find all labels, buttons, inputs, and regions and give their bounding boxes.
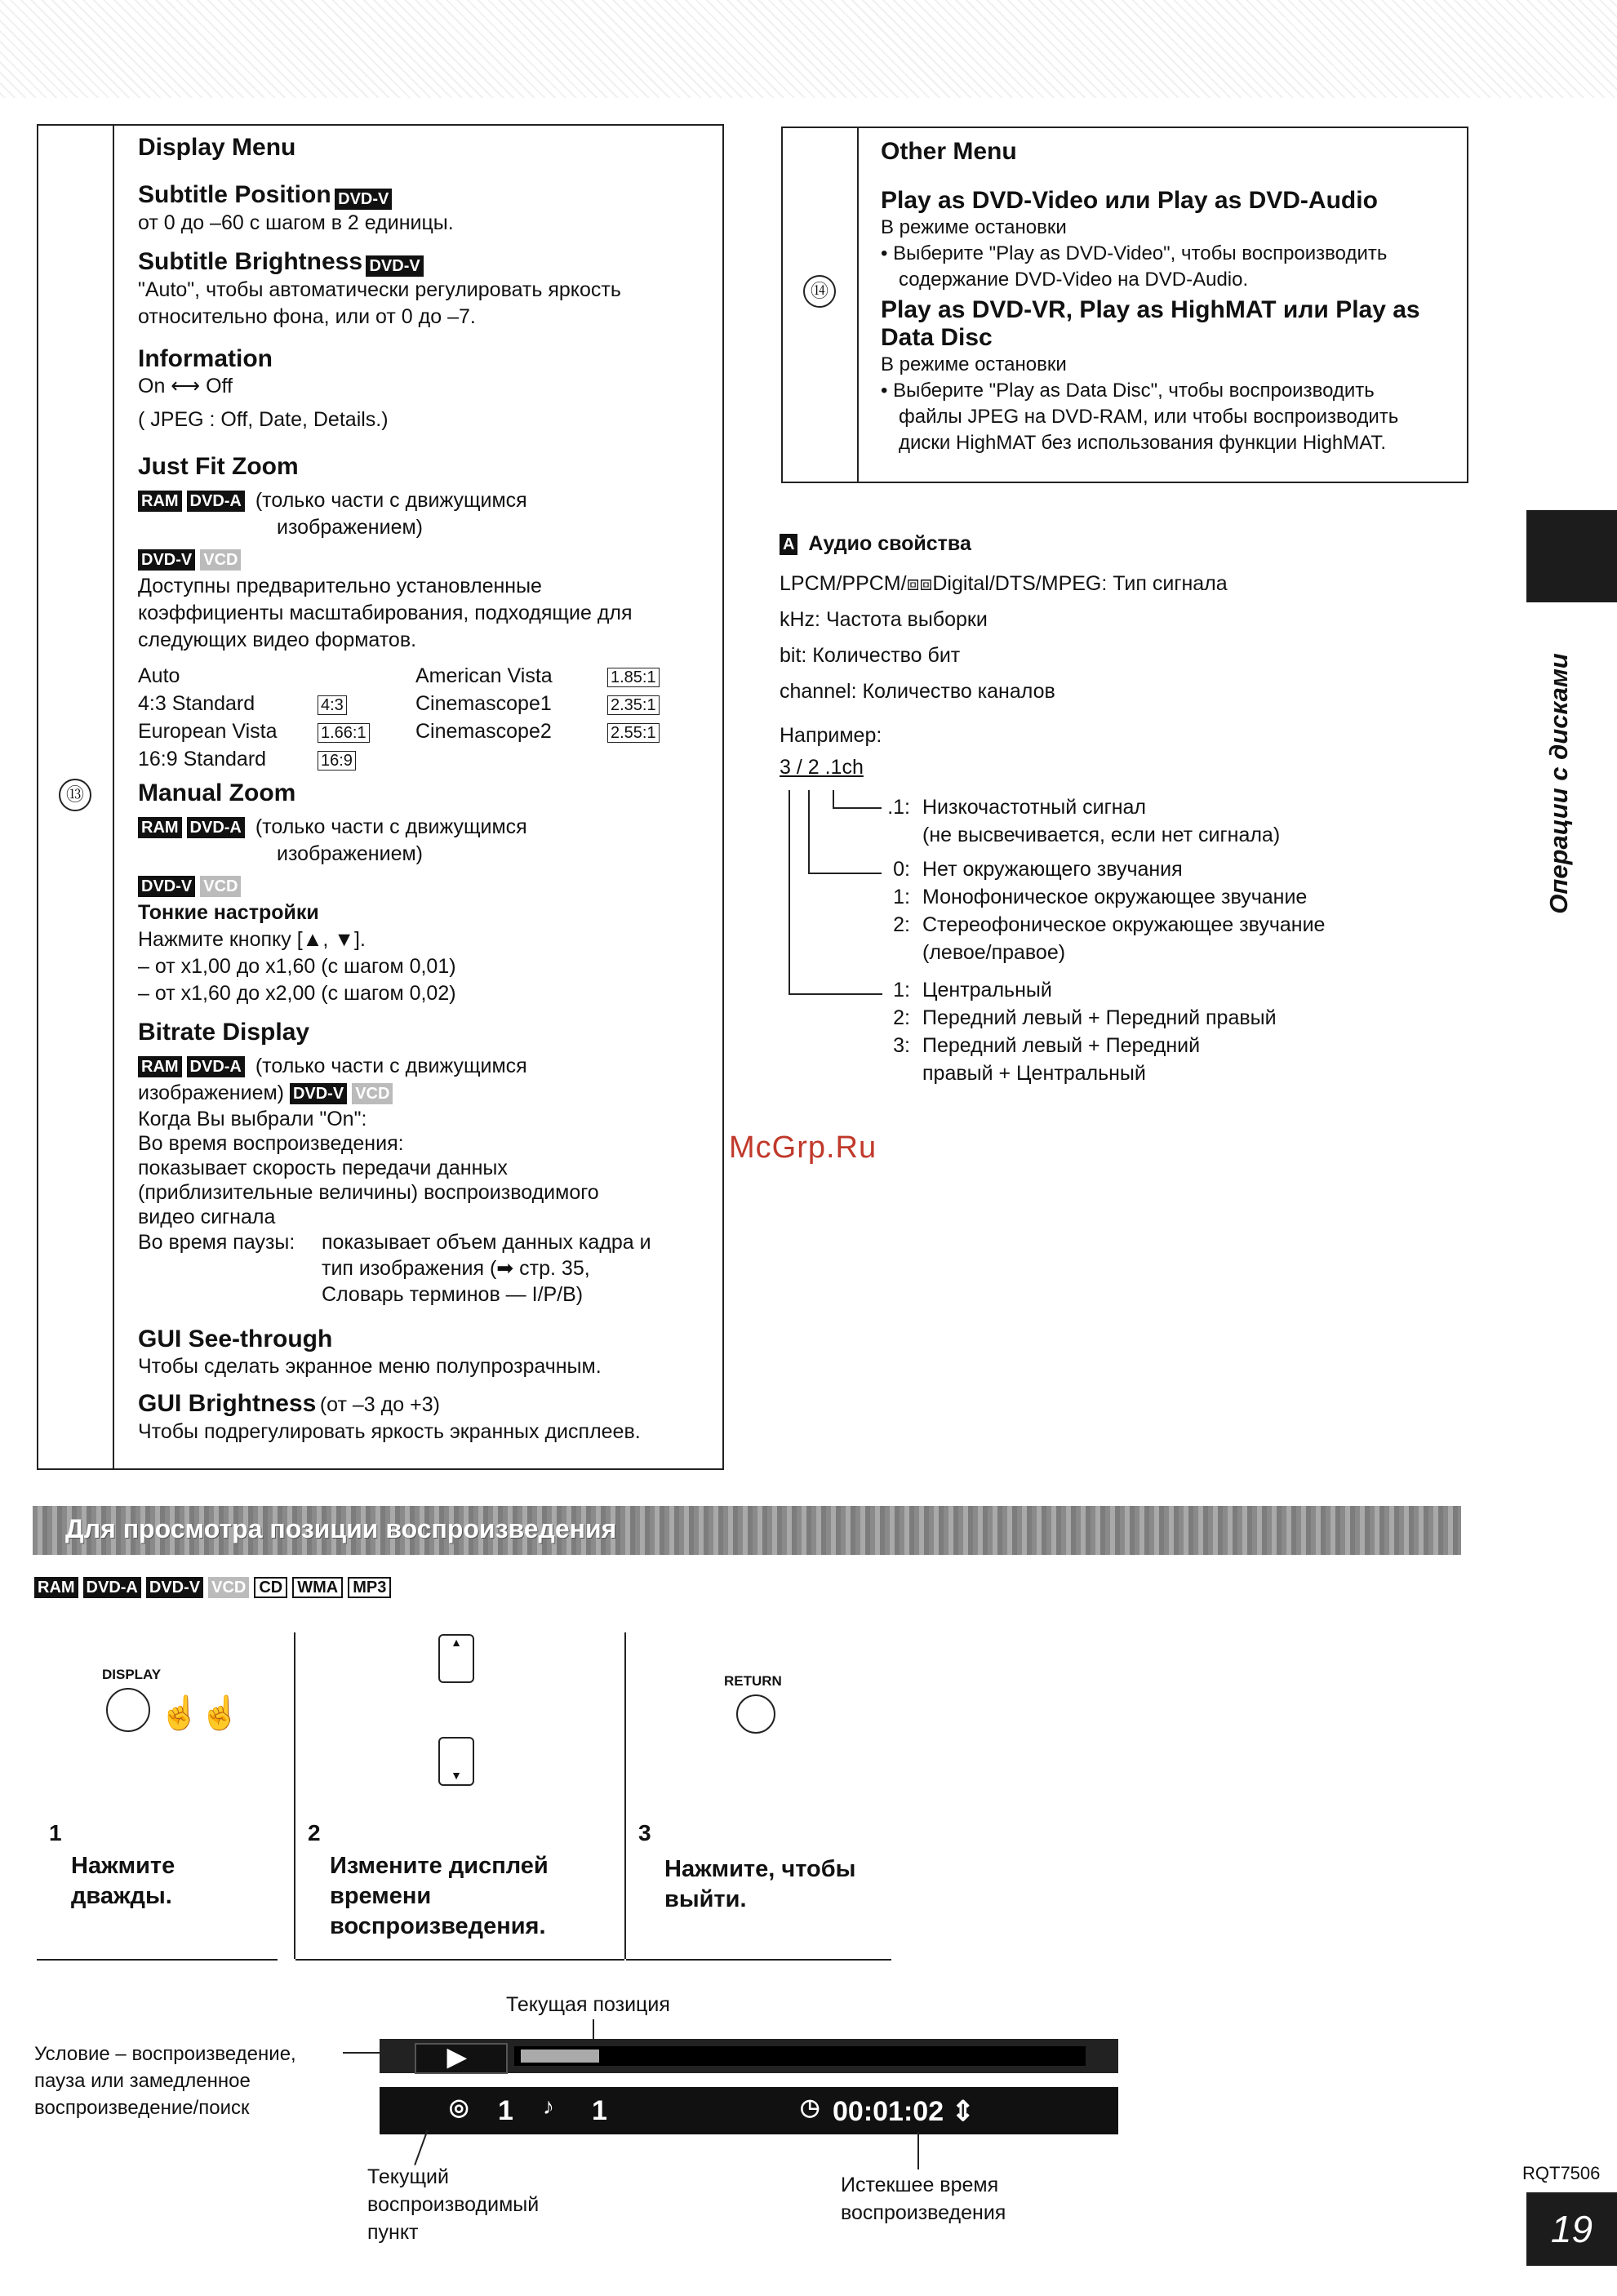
badge-vcd: VCD <box>200 549 241 571</box>
press-hand-icon: ☝☝ <box>159 1695 241 1731</box>
tree-line <box>808 790 810 873</box>
other-item1-bullet-2: содержание DVD-Video на DVD-Audio. <box>899 269 1249 291</box>
legend-text: (левое/правое) <box>922 941 1066 964</box>
bitrate-line: показывает скорость передачи данных <box>138 1156 508 1179</box>
step-number: 3 <box>638 1820 651 1845</box>
legend-key: 2: <box>893 1006 910 1029</box>
audio-title: Аудио свойства <box>808 532 971 555</box>
format-name: American Vista <box>415 664 553 687</box>
legend-text: Передний левый + Передний <box>922 1034 1201 1057</box>
other-item2-mode: В режиме остановки <box>881 353 1067 375</box>
leader-line <box>414 2129 429 2165</box>
step-2 <box>295 1632 624 1961</box>
other-menu-box <box>781 127 1468 483</box>
pause-line: Словарь терминов — I/P/B) <box>322 1282 584 1306</box>
badge-ram: RAM <box>138 1056 182 1077</box>
banner-title: Для просмотра позиции воспроизведения <box>65 1514 617 1543</box>
osd-position-marker <box>521 2050 599 2063</box>
bitrate-line: видео сигнала <box>138 1205 276 1228</box>
just-fit-zoom-text1a: (только части с движущимся <box>255 488 527 512</box>
side-tab-text: Операции с дисками <box>1544 653 1573 914</box>
circled-number-13: ⑬ <box>59 779 91 811</box>
bitrate-line: Во время воспроизведения: <box>138 1131 404 1155</box>
elapsed-label-line: воспроизведения <box>841 2201 1006 2224</box>
watermark: McGrp.Ru <box>729 1130 877 1165</box>
badge-dvd-a: DVD-A <box>187 817 245 838</box>
other-item1-bullet-1: • Выберите "Play as DVD-Video", чтобы воспроизводить <box>881 242 1388 264</box>
information-text1: On ⟷ Off <box>138 374 233 397</box>
subtitle-brightness-text2: относительно фона, или от 0 до –7. <box>138 304 476 328</box>
badge-dvd-v: DVD-V <box>290 1083 347 1104</box>
bitrate-line: (приблизительные величины) воспроизводимого <box>138 1180 599 1204</box>
example-label: Например: <box>780 724 882 747</box>
marker-a: A <box>780 534 797 555</box>
disc-icon: ◎ <box>449 2094 469 2120</box>
format-ratio: 4:3 <box>318 695 347 715</box>
badge-vcd: VCD <box>200 876 241 897</box>
step-text-line: выйти. <box>664 1886 747 1912</box>
other-item1-mode: В режиме остановки <box>881 216 1067 238</box>
other-item2-bullet-3: диски HighMAT без использования функции HighMAT. <box>899 432 1387 454</box>
step-text-line: дважды. <box>71 1883 172 1909</box>
gui-brightness-text: Чтобы подрегулировать яркость экранных дисплеев. <box>138 1419 641 1443</box>
tree-line <box>808 873 882 874</box>
elapsed-time-label <box>841 2171 1006 2227</box>
step-text-line: воспроизведения. <box>330 1913 546 1939</box>
step-3 <box>626 1632 891 1961</box>
leader-line <box>917 2132 919 2169</box>
current-item-line: пункт <box>367 2221 419 2244</box>
step-1 <box>37 1632 278 1961</box>
current-position-label: Текущая позиция <box>506 1993 670 2016</box>
step-text-line: Нажмите, чтобы <box>664 1856 856 1882</box>
badge-dvd-v: DVD-V <box>138 876 195 897</box>
disc-badges <box>34 1577 396 1598</box>
legend-key: 1: <box>893 886 910 908</box>
audio-line: kHz: Частота выборки <box>780 608 988 631</box>
pause-label: Во время паузы: <box>138 1230 295 1254</box>
manual-zoom-line-1: Нажмите кнопку [▲, ▼]. <box>138 927 366 951</box>
current-item-line: воспроизводимый <box>367 2193 540 2216</box>
tree-line <box>833 807 882 809</box>
gui-see-through-label: GUI See-through <box>138 1325 333 1352</box>
circled-number-14: ⑭ <box>803 275 836 308</box>
clock-icon: ◷ <box>800 2094 820 2120</box>
chapter-number: 1 <box>592 2095 607 2126</box>
step-text-line: времени <box>330 1883 432 1909</box>
return-button-label: RETURN <box>724 1673 782 1689</box>
manual-zoom-text1a: (только части с движущимся <box>255 815 527 838</box>
bitrate-display-label: Bitrate Display <box>138 1018 310 1046</box>
badge-dvd-v: DVD-V <box>146 1577 203 1598</box>
information-text2: ( JPEG : Off, Date, Details.) <box>138 407 389 431</box>
elapsed-time: 00:01:02 ⇕ <box>833 2096 975 2127</box>
subtitle-position-text: от 0 до –60 с шагом в 2 единицы. <box>138 211 454 234</box>
just-fit-zoom-text1b: изображением) <box>277 515 423 539</box>
step-number: 2 <box>308 1820 321 1845</box>
section-banner <box>33 1506 1461 1555</box>
badge-mp3: MP3 <box>348 1577 391 1598</box>
audio-line: LPCM/PPCM/⧈⧈Digital/DTS/MPEG: Тип сигнала <box>780 572 1228 595</box>
legend-text: Передний левый + Передний правый <box>922 1006 1277 1029</box>
gui-brightness-range: (от –3 до +3) <box>319 1392 440 1416</box>
display-button[interactable] <box>106 1688 150 1732</box>
pause-line: показывает объем данных кадра и <box>322 1230 651 1254</box>
header-noise <box>0 0 1617 98</box>
legend-text: Стереофоническое окружающее звучание <box>922 913 1326 936</box>
legend-key: 0: <box>893 858 910 881</box>
example-legend <box>882 793 1404 1087</box>
condition-line: пауза или замедленное <box>34 2070 251 2092</box>
other-item1-label: Play as DVD-Video или Play as DVD-Audio <box>881 187 1378 214</box>
badge-ram: RAM <box>138 491 182 512</box>
tree-line <box>789 993 882 995</box>
other-item2-bullet-1: • Выберите "Play as Data Disc", чтобы воспроизводить <box>881 380 1375 402</box>
badge-dvd-a: DVD-A <box>83 1577 141 1598</box>
step-text-line: Измените дисплей <box>330 1853 549 1879</box>
badge-cd: CD <box>254 1577 287 1598</box>
osd-play-status <box>415 2043 508 2074</box>
legend-key: 1: <box>893 979 910 1001</box>
badge-dvd-v: DVD-V <box>366 255 423 277</box>
subtitle-position-label: Subtitle Position <box>138 181 331 208</box>
condition-line: Условие – воспроизведение, <box>34 2043 296 2065</box>
display-menu-box <box>37 124 724 1470</box>
legend-text: Нет окружающего звучания <box>922 858 1183 881</box>
format-name: 4:3 Standard <box>138 691 255 715</box>
elapsed-label-line: Истекшее время <box>841 2174 999 2196</box>
format-name: Cinemascope2 <box>415 719 552 743</box>
just-fit-zoom-desc-3: следующих видео форматов. <box>138 628 417 651</box>
title-number: 1 <box>498 2095 513 2126</box>
side-tab-label <box>1526 620 1592 947</box>
legend-text: Монофоническое окружающее звучание <box>922 886 1308 908</box>
other-item2-label2: Data Disc <box>881 324 993 351</box>
pause-line: тип изображения (➡ стр. 35, <box>322 1256 590 1280</box>
badge-dvd-v: DVD-V <box>335 189 392 210</box>
format-ratio: 2.35:1 <box>607 695 660 715</box>
legend-key: 2: <box>893 913 910 936</box>
osd-position-track <box>514 2046 1086 2066</box>
current-item-line: Текущий <box>367 2165 449 2188</box>
tree-line <box>833 790 834 808</box>
step-text <box>71 1851 175 1912</box>
subtitle-brightness-label: Subtitle Brightness <box>138 247 363 275</box>
badge-dvd-a: DVD-A <box>187 1056 245 1077</box>
badge-vcd: VCD <box>352 1083 393 1104</box>
bitrate-text1a: (только части с движущимся <box>255 1054 527 1077</box>
format-ratio: 1.85:1 <box>607 668 660 687</box>
other-item2-bullet-2: файлы JPEG на DVD-RAM, или чтобы воспроизводить <box>899 406 1399 428</box>
badge-ram: RAM <box>34 1577 78 1598</box>
format-name: Cinemascope1 <box>415 691 552 715</box>
badge-dvd-v: DVD-V <box>138 549 195 571</box>
audio-line: channel: Количество каналов <box>780 680 1055 703</box>
legend-text: правый + Центральный <box>922 1062 1146 1085</box>
audio-line: bit: Количество бит <box>780 644 961 667</box>
display-menu-title: Display Menu <box>138 134 296 161</box>
bitrate-text1b: изображением) <box>138 1081 284 1104</box>
badge-ram: RAM <box>138 817 182 838</box>
other-item2-label1: Play as DVD-VR, Play as HighMAT или Play as <box>881 296 1420 323</box>
format-name: Auto <box>138 664 180 687</box>
subtitle-brightness-text1: "Auto", чтобы автоматически регулировать яркость <box>138 278 621 301</box>
display-button-label: DISPLAY <box>102 1667 162 1682</box>
play-icon: ▶ <box>447 2044 467 2071</box>
information-label: Information <box>138 344 273 372</box>
manual-zoom-line-3: – от x1,60 до x2,00 (с шагом 0,02) <box>138 981 456 1005</box>
other-menu-title: Other Menu <box>881 138 1017 165</box>
badge-dvd-a: DVD-A <box>187 491 245 512</box>
step-text-line: Нажмите <box>71 1853 175 1879</box>
step-text <box>330 1851 549 1942</box>
legend-text: Центральный <box>922 979 1052 1001</box>
format-ratio: 2.55:1 <box>607 723 660 743</box>
chapter-icon: ♪ <box>543 2094 554 2119</box>
manual-zoom-text1b: изображением) <box>277 842 423 865</box>
badge-wma: WMA <box>292 1577 343 1598</box>
format-name: European Vista <box>138 719 278 743</box>
format-ratio: 16:9 <box>318 751 356 771</box>
manual-zoom-line-2: – от x1,00 до x1,60 (с шагом 0,01) <box>138 954 456 978</box>
current-item-label <box>367 2163 539 2246</box>
fine-settings-title: Тонкие настройки <box>138 900 319 924</box>
page-number: 19 <box>1526 2192 1617 2266</box>
tree-line <box>789 790 790 994</box>
osd-info-bar <box>380 2087 1118 2134</box>
step-number: 1 <box>49 1820 62 1845</box>
legend-text: (не высвечивается, если нет сигнала) <box>922 824 1281 846</box>
step-text <box>664 1854 855 1915</box>
gui-see-through-text: Чтобы сделать экранное меню полупрозрачным. <box>138 1354 602 1378</box>
legend-text: Низкочастотный сигнал <box>922 796 1147 819</box>
manual-zoom-label: Manual Zoom <box>138 779 296 806</box>
format-ratio: 1.66:1 <box>318 723 370 743</box>
condition-line: воспроизведение/поиск <box>34 2097 250 2119</box>
condition-label <box>34 2041 296 2121</box>
bitrate-line: Когда Вы выбрали "On": <box>138 1107 367 1130</box>
side-tab <box>1526 510 1617 602</box>
example-code: 3 / 2 .1ch <box>780 756 864 779</box>
just-fit-zoom-desc-2: коэффициенты масштабирования, подходящие для <box>138 601 633 624</box>
audio-properties <box>780 531 1433 781</box>
just-fit-zoom-desc-1: Доступны предварительно установленные <box>138 574 542 597</box>
gui-brightness-label: GUI Brightness <box>138 1389 317 1417</box>
down-arrow-button[interactable]: ▼ <box>438 1737 474 1786</box>
badge-vcd: VCD <box>208 1577 249 1598</box>
legend-key: 3: <box>893 1034 910 1057</box>
legend-key: .1: <box>887 796 910 819</box>
model-number: RQT7506 <box>1522 2163 1601 2183</box>
just-fit-zoom-label: Just Fit Zoom <box>138 452 299 480</box>
return-button[interactable] <box>736 1694 775 1734</box>
format-name: 16:9 Standard <box>138 747 267 771</box>
up-arrow-button[interactable]: ▲ <box>438 1634 474 1683</box>
